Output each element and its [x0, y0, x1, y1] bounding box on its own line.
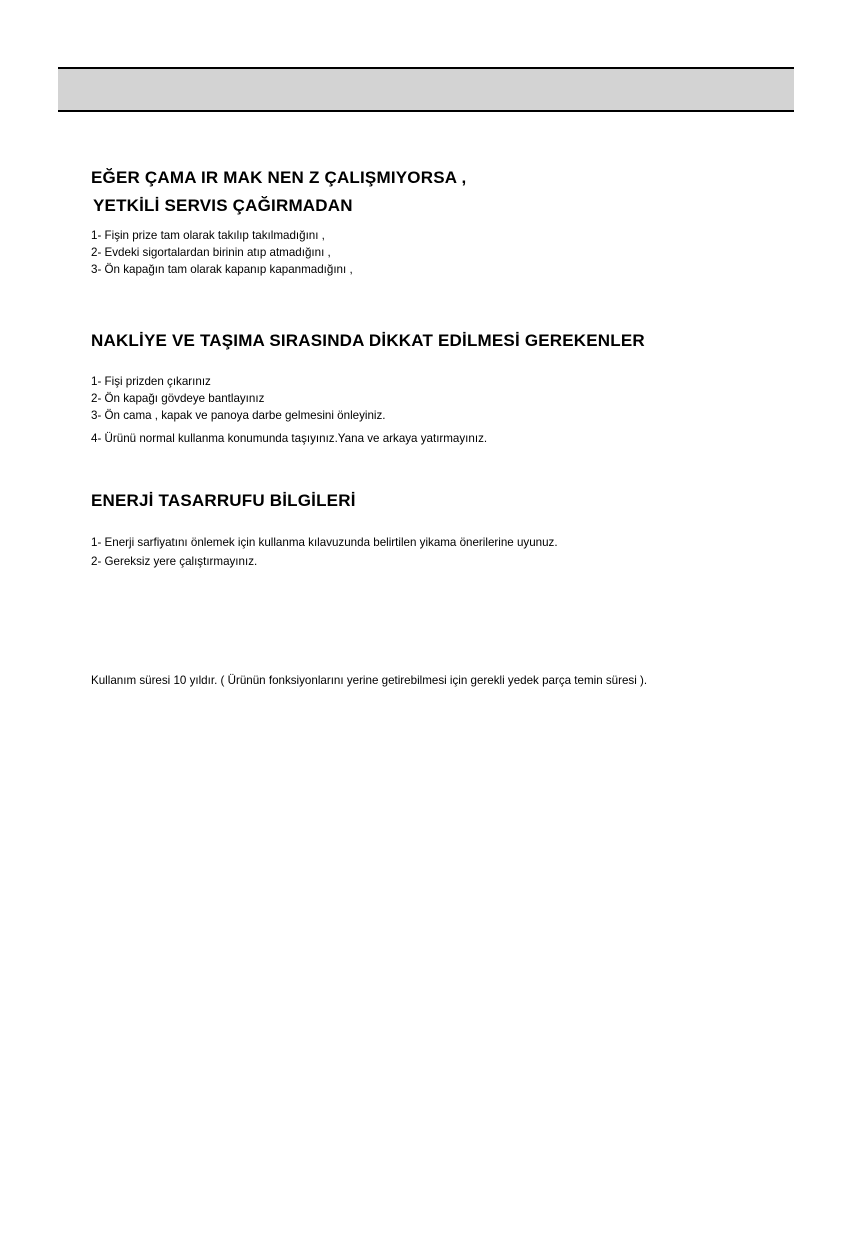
section1-item-1: 1- Fişin prize tam olarak takılıp takılmadığını , — [91, 229, 325, 242]
section2-item-1: 1- Fişi prizden çıkarınız — [91, 375, 211, 388]
lifetime-note: Kullanım süresi 10 yıldır. ( Ürünün fonksiyonlarını yerine getirebilmesi için gerekli yedek parça temin süresi ). — [91, 674, 648, 687]
section2-item-2: 2- Ön kapağı gövdeye bantlayınız — [91, 392, 265, 405]
section2-item-3: 3- Ön cama , kapak ve panoya darbe gelmesini önleyiniz. — [91, 409, 386, 422]
section1-title-line1: EĞER ÇAMA IR MAK NEN Z ÇALIŞMIYORSA , — [91, 168, 467, 187]
section3-title: ENERJİ TASARRUFU BİLGİLERİ — [91, 491, 356, 510]
section2-item-4: 4- Ürünü normal kullanma konumunda taşıyınız.Yana ve arkaya yatırmayınız. — [91, 432, 488, 445]
section3-item-1: 1- Enerji sarfiyatını önlemek için kullanma kılavuzunda belirtilen yikama önerilerine uyunuz. — [91, 536, 558, 549]
header-band — [58, 67, 794, 112]
section1-item-2: 2- Evdeki sigortalardan birinin atıp atmadığını , — [91, 246, 331, 259]
section1-title-line2: YETKİLİ SERVIS ÇAĞIRMADAN — [93, 196, 353, 215]
section1-item-3: 3- Ön kapağın tam olarak kapanıp kapanmadığını , — [91, 263, 353, 276]
section2-title: NAKLİYE VE TAŞIMA SIRASINDA DİKKAT EDİLMESİ GEREKENLER — [91, 331, 645, 350]
section3-item-2: 2- Gereksiz yere çalıştırmayınız. — [91, 555, 258, 568]
